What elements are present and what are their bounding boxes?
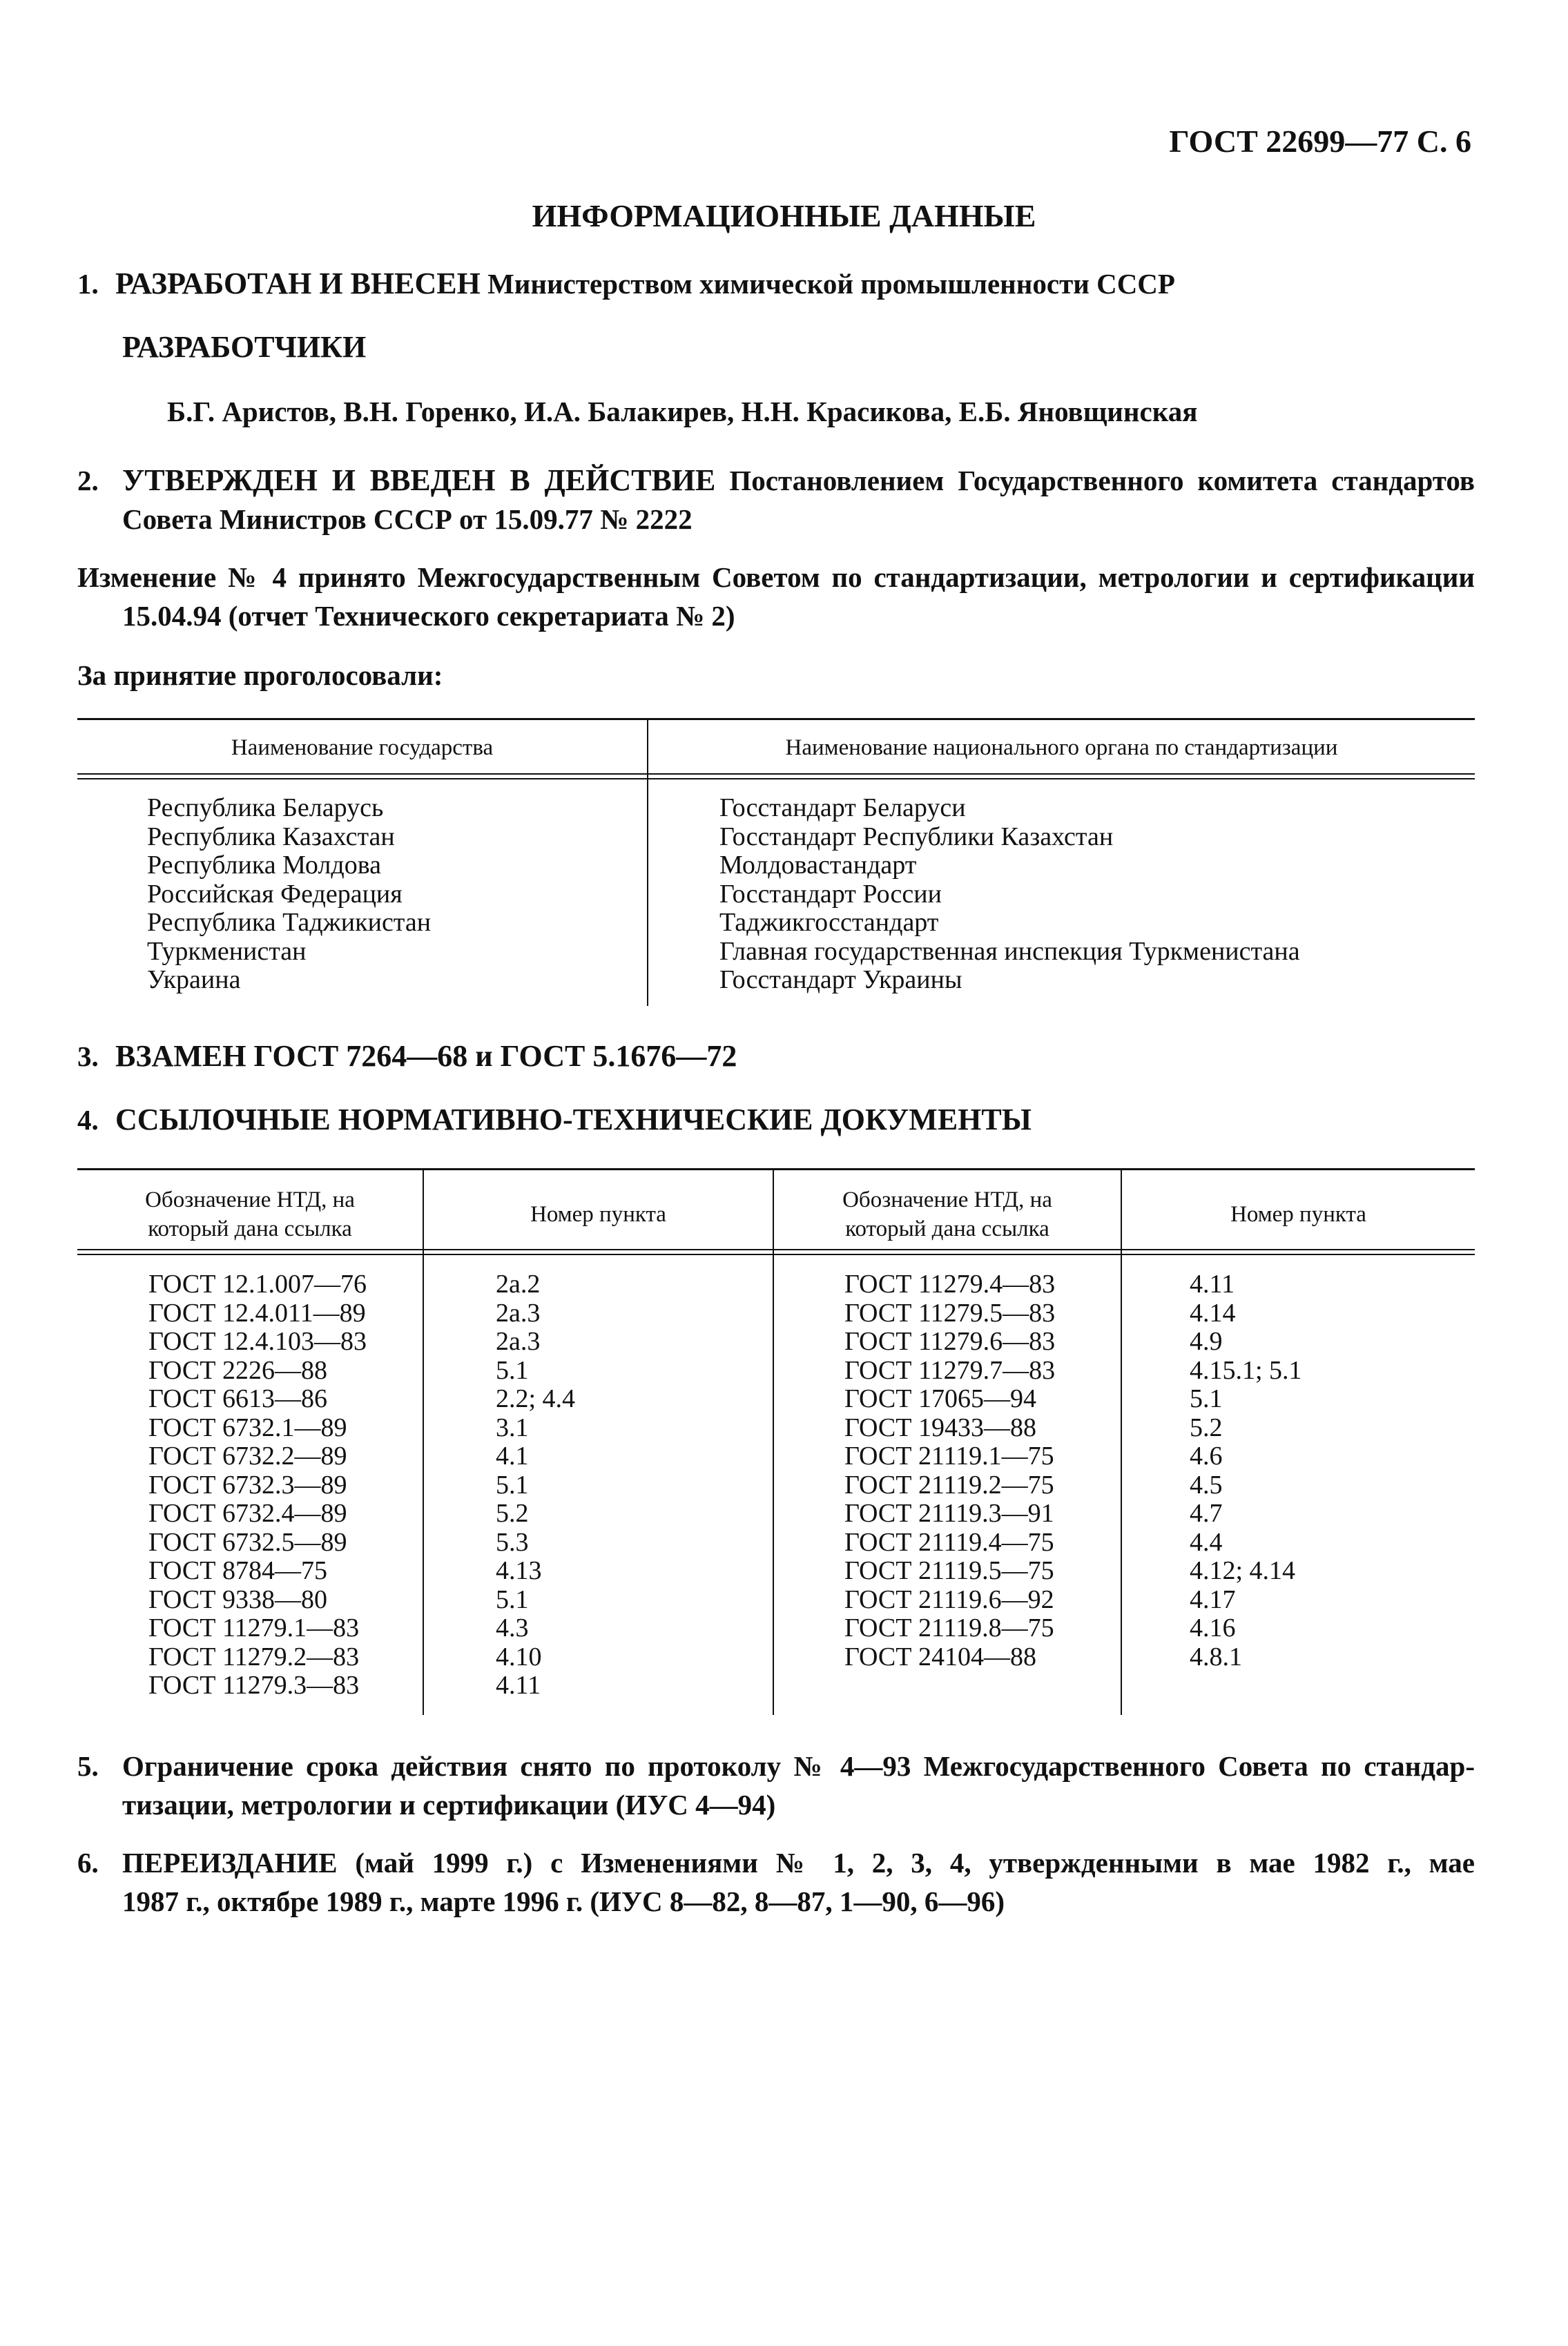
developers-list: Б.Г. Аристов, В.Н. Горенко, И.А. Балакирев, Н.Н. Красикова, Е.Б. Яновщинская (167, 396, 1198, 427)
ref-item-number: 4.13 (496, 1556, 542, 1585)
ref-item-number: 4.11 (1190, 1270, 1235, 1299)
ref-document: ГОСТ 21119.2—75 (844, 1470, 1054, 1500)
votes-body-list (719, 794, 1300, 995)
ref-item-number: 5.1 (1190, 1384, 1223, 1413)
section-6 (77, 1843, 1475, 1921)
ref-document: ГОСТ 11279.2—83 (148, 1642, 360, 1671)
ref-item-number: 2.2; 4.4 (496, 1384, 576, 1413)
ref-document: ГОСТ 6613—86 (148, 1384, 327, 1413)
ref-document: ГОСТ 21119.6—92 (844, 1584, 1054, 1614)
section-1-text: Министерством химической промышленности СССР (487, 268, 1175, 300)
ref-item-number: 2а.3 (496, 1327, 541, 1356)
ref-item-number: 4.6 (1190, 1442, 1223, 1471)
ref-item-number: 4.16 (1190, 1613, 1236, 1642)
ref-document: ГОСТ 11279.1—83 (148, 1613, 360, 1642)
votes-col-state: Наименование государства (231, 735, 494, 760)
refs-divider-1 (423, 1170, 424, 1715)
refs-col-item-left: Номер пункта (530, 1202, 666, 1227)
ref-item-number: 4.5 (1190, 1470, 1223, 1500)
refs-left-item-list (496, 1270, 575, 1700)
standards-body-name: Госстандарт Украины (719, 965, 962, 994)
votes-header-rule-2 (77, 778, 1475, 779)
section-4-text: ССЫЛОЧНЫЕ НОРМАТИВНО-ТЕХНИЧЕСКИЕ ДОКУМЕНТЫ (115, 1103, 1032, 1136)
page-header: ГОСТ 22699—77 С. 6 (1169, 124, 1471, 159)
ref-item-number: 4.12; 4.14 (1190, 1556, 1296, 1585)
ref-document: ГОСТ 11279.5—83 (844, 1298, 1056, 1328)
section-5-number: 5. (77, 1750, 99, 1782)
ref-document: ГОСТ 17065—94 (844, 1384, 1036, 1413)
ref-item-number: 4.14 (1190, 1298, 1236, 1328)
ref-item-number: 5.1 (496, 1470, 529, 1500)
section-4-number: 4. (77, 1104, 99, 1136)
ref-document: ГОСТ 12.4.103—83 (148, 1327, 367, 1356)
ref-document: ГОСТ 11279.6—83 (844, 1327, 1056, 1356)
section-6-line-1: ПЕРЕИЗДАНИЕ (май 1999 г.) с Изменениями № 1, 2, 3, 4, утвержденными в мае 1982 г., мае (122, 1847, 1475, 1879)
refs-col-doc-left: Обозначение НТД, на который дана ссылка (145, 1187, 355, 1241)
section-6-line-2: 1987 г., октябре 1989 г., марте 1996 г. (ИУС 8—82, 8—87, 1—90, 6—96) (122, 1885, 1005, 1917)
ref-document: ГОСТ 6732.2—89 (148, 1442, 347, 1471)
section-5-line-2: тизации, метрологии и сертификации (ИУС 4—94) (122, 1789, 776, 1821)
ref-document: ГОСТ 21119.4—75 (844, 1527, 1054, 1557)
section-2-number: 2. (77, 465, 99, 496)
votes-column-divider (647, 719, 648, 1006)
section-3-number: 3. (77, 1040, 99, 1072)
ref-item-number: 4.4 (1190, 1527, 1223, 1557)
section-2-lead: УТВЕРЖДЕН И ВВЕДЕН В ДЕЙСТВИЕ (122, 463, 716, 497)
ref-item-number: 2а.3 (496, 1298, 541, 1328)
standards-body-name: Главная государственная инспекция Туркменистана (719, 936, 1300, 966)
section-3 (77, 1037, 737, 1076)
ref-document: ГОСТ 6732.3—89 (148, 1470, 347, 1500)
standards-body-name: Госстандарт Республики Казахстан (719, 822, 1114, 851)
refs-divider-2 (773, 1170, 774, 1715)
ref-document: ГОСТ 21119.8—75 (844, 1613, 1054, 1642)
refs-top-rule (77, 1168, 1475, 1170)
ref-item-number: 4.7 (1190, 1499, 1223, 1528)
ref-item-number: 4.15.1; 5.1 (1190, 1355, 1302, 1385)
state-name: Республика Молдова (147, 851, 382, 880)
ref-item-number: 5.2 (496, 1499, 529, 1528)
refs-col-item-right: Номер пункта (1230, 1202, 1366, 1227)
developers-label: РАЗРАБОТЧИКИ (122, 330, 367, 364)
section-1 (77, 264, 1175, 303)
ref-document: ГОСТ 24104—88 (844, 1642, 1036, 1671)
ref-item-number: 5.1 (496, 1584, 529, 1614)
ref-document: ГОСТ 11279.7—83 (844, 1355, 1056, 1385)
state-name: Республика Таджикистан (147, 908, 432, 937)
ref-item-number: 4.11 (496, 1671, 541, 1700)
state-name: Туркменистан (147, 936, 307, 966)
state-name: Республика Казахстан (147, 822, 395, 851)
ref-document: ГОСТ 12.1.007—76 (148, 1270, 367, 1299)
section-2 (77, 461, 1475, 539)
refs-right-item-list (1190, 1270, 1302, 1671)
votes-header-rule-1 (77, 773, 1475, 775)
refs-right-doc-list (844, 1270, 1055, 1671)
refs-left-doc-list (148, 1270, 367, 1700)
refs-divider-3 (1121, 1170, 1122, 1715)
section-5-line-1: Ограничение срока действия снято по протоколу № 4—93 Межгосударственного Совета по стандар- (122, 1750, 1475, 1782)
ref-document: ГОСТ 9338—80 (148, 1584, 327, 1614)
ref-item-number: 4.9 (1190, 1327, 1223, 1356)
votes-table-top-rule (77, 718, 1475, 720)
section-3-text: ВЗАМЕН ГОСТ 7264—68 и ГОСТ 5.1676—72 (115, 1039, 737, 1073)
standards-body-name: Молдовастандарт (719, 851, 917, 880)
ref-item-number: 4.10 (496, 1642, 542, 1671)
ref-document: ГОСТ 21119.1—75 (844, 1442, 1054, 1471)
ref-item-number: 4.17 (1190, 1584, 1236, 1614)
refs-col-doc-right: Обозначение НТД, на который дана ссылка (842, 1187, 1052, 1241)
ref-document: ГОСТ 21119.3—91 (844, 1499, 1054, 1528)
document-title: ИНФОРМАЦИОННЫЕ ДАННЫЕ (532, 198, 1036, 233)
change-note-line-1: Изменение № 4 принято Межгосударственным Советом по стандартизации, метрологии и сертификации (77, 561, 1475, 593)
ref-document: ГОСТ 12.4.011—89 (148, 1298, 366, 1328)
refs-header-rule-2 (77, 1254, 1475, 1255)
section-1-number: 1. (77, 268, 99, 300)
state-name: Российская Федерация (147, 879, 403, 909)
ref-document: ГОСТ 6732.5—89 (148, 1527, 347, 1557)
ref-item-number: 5.1 (496, 1355, 529, 1385)
ref-document: ГОСТ 6732.1—89 (148, 1413, 347, 1442)
state-name: Украина (147, 965, 241, 994)
section-5 (77, 1747, 1475, 1824)
ref-document: ГОСТ 6732.4—89 (148, 1499, 347, 1528)
standards-body-name: Таджикгосстандарт (719, 908, 939, 937)
change-note-line-2: 15.04.94 (отчет Технического секретариата № 2) (122, 600, 735, 632)
ref-document: ГОСТ 11279.3—83 (148, 1671, 360, 1700)
votes-state-list (147, 794, 431, 995)
ref-item-number: 2а.2 (496, 1270, 541, 1299)
refs-header-rule-1 (77, 1249, 1475, 1250)
ref-item-number: 5.2 (1190, 1413, 1223, 1442)
ref-item-number: 4.3 (496, 1613, 529, 1642)
ref-item-number: 5.3 (496, 1527, 529, 1557)
state-name: Республика Беларусь (147, 793, 384, 822)
section-1-lead: РАЗРАБОТАН И ВНЕСЕН (115, 266, 481, 300)
ref-document: ГОСТ 21119.5—75 (844, 1556, 1054, 1585)
section-6-number: 6. (77, 1847, 99, 1879)
section-2-continuation: Совета Министров СССР от 15.09.77 № 2222 (122, 503, 693, 535)
ref-item-number: 3.1 (496, 1413, 529, 1442)
ref-document: ГОСТ 8784—75 (148, 1556, 327, 1585)
ref-item-number: 4.1 (496, 1442, 529, 1471)
section-4 (77, 1101, 1032, 1139)
ref-document: ГОСТ 11279.4—83 (844, 1270, 1056, 1299)
standards-body-name: Госстандарт Беларуси (719, 793, 966, 822)
votes-col-body: Наименование национального органа по стандартизации (785, 735, 1338, 760)
change-note (77, 558, 1475, 635)
ref-item-number: 4.8.1 (1190, 1642, 1242, 1671)
ref-document: ГОСТ 19433—88 (844, 1413, 1036, 1442)
standards-body-name: Госстандарт России (719, 879, 942, 909)
section-2-text: Постановлением Государственного комитета стандартов (729, 465, 1475, 496)
voted-label: За принятие проголосовали: (77, 659, 443, 691)
ref-document: ГОСТ 2226—88 (148, 1355, 327, 1385)
